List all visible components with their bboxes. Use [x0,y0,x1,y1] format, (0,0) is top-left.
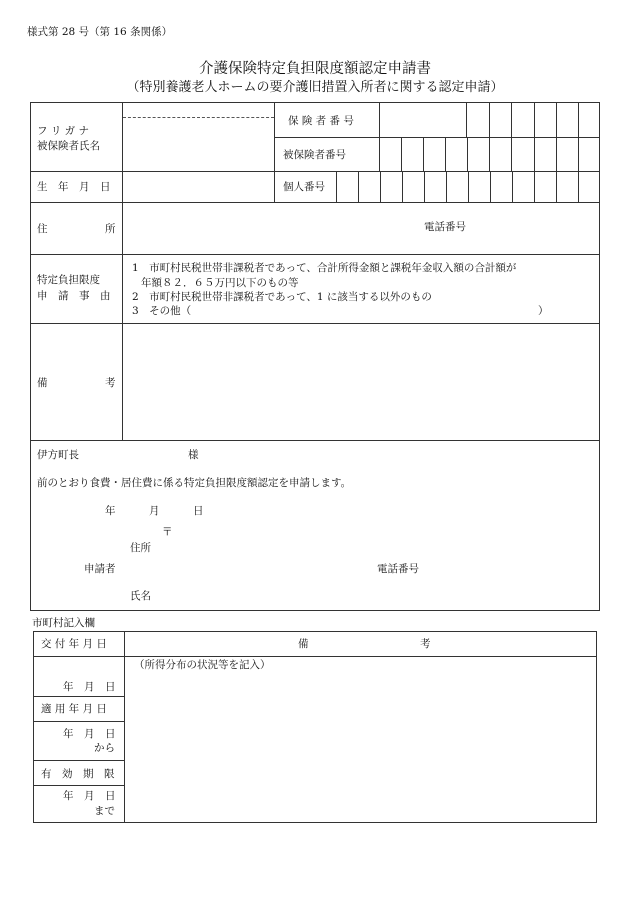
address-label-char1: 住 [37,223,48,235]
reason-option-3-close: ） [538,305,549,317]
reason-option-1-continued: 年額８２．６５万円以下のもの等 [141,277,299,289]
birthdate-label: 生 年 月 日 [37,181,111,193]
municipal-remarks-label-char2: 考 [420,638,431,650]
applicant-phone-label: 電話番号 [377,563,419,575]
insurer-number-label: 保 険 者 番 号 [288,115,354,127]
reason-label-line1: 特定負担限度 [37,274,100,286]
page-title: 介護保険特定負担限度額認定申請書 [199,61,431,77]
remarks-label-char1: 備 [37,377,48,389]
date-day-label: 日 [193,505,204,517]
insured-name-label: 被保険者氏名 [37,140,100,152]
reason-label-line2: 申 請 事 由 [37,290,111,302]
municipal-remarks-label-char1: 備 [298,638,309,650]
applicant-name-label: 氏名 [130,590,151,602]
postal-mark: 〒 [162,526,173,538]
personal-number-label: 個人番号 [283,181,325,193]
reason-option-3[interactable]: 3 その他（ [132,305,192,317]
page-subtitle: （特別養護老人ホームの要介護旧措置入所者に関する認定申請） [126,80,504,95]
insured-name-field[interactable] [123,118,273,170]
application-statement: 前のとおり食費・居住費に係る特定負担限度額認定を申請します。 [37,477,352,489]
furigana-label: フ リ ガ ナ [37,125,90,137]
date-year-label: 年 [105,505,116,517]
apply-date-ymd: 年 月 日 [63,728,116,740]
personal-number-field[interactable] [337,172,599,201]
remarks-label-char2: 考 [105,377,116,389]
reason-option-1[interactable]: 1 市町村民税世帯非課税者であって、合計所得金額と課税年金収入額の合計額が [132,262,517,274]
apply-from-label: から [94,742,115,754]
honorific: 様 [188,449,199,461]
addressee: 伊方町長 [37,449,79,461]
date-month-label: 月 [149,505,160,517]
validity-label: 有 効 期 限 [41,768,115,780]
insured-number-label: 被保険者番号 [283,149,346,161]
issue-date-label: 交 付 年 月 日 [41,638,107,650]
birthdate-field[interactable] [123,172,273,201]
applicant-address-label: 住所 [130,542,151,554]
apply-date-label: 適 用 年 月 日 [41,703,107,715]
address-label-char2: 所 [105,223,116,235]
issue-date-ymd: 年 月 日 [63,681,116,693]
validity-date-ymd: 年 月 日 [63,790,116,802]
insured-number-field[interactable] [380,138,599,170]
remarks-field[interactable] [123,324,599,439]
municipal-section-label: 市町村記入欄 [32,617,95,629]
validity-until-label: まで [94,805,115,817]
address-field[interactable] [123,203,599,253]
phone-label: 電話番号 [424,221,466,233]
reason-option-2[interactable]: 2 市町村民税世帯非課税者であって、1 に該当する以外のもの [132,291,432,303]
municipal-remarks-field[interactable] [125,657,596,822]
furigana-field[interactable] [123,103,273,117]
insurer-number-field[interactable] [380,103,599,136]
form-number: 様式第 28 号（第 16 条関係） [27,26,173,38]
applicant-label: 申請者 [84,563,116,575]
municipal-remarks-note: （所得分布の状況等を記入） [134,659,271,671]
